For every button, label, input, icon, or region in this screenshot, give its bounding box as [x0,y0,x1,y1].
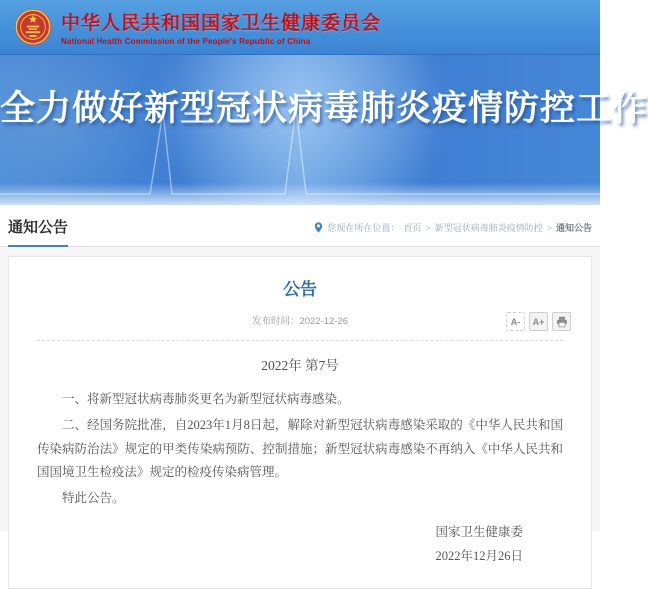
site-header [0,0,600,55]
article-tools [506,312,571,331]
national-emblem-icon [14,8,52,46]
printer-icon [556,316,568,328]
signature-org: 国家卫生健康委 [435,524,523,539]
document-number: 2022年 第7号 [261,358,339,373]
signature-block [37,521,563,569]
article-meta-row [37,312,563,332]
location-pin-icon [314,222,323,233]
site-title-cn: 中华人民共和国国家卫生健康委员会 [61,13,382,34]
article-paragraph: 特此公告。 [62,491,125,505]
content-area [0,247,600,589]
breadcrumb-home[interactable]: 首页 [403,223,422,233]
site-title-en: National Health Commission of the People's Republic of China [61,37,311,46]
dotted-separator [37,340,563,341]
signature-date: 2022年12月26日 [435,548,523,563]
section-title: 通知公告 [8,216,68,247]
breadcrumb-separator: > [425,222,431,233]
font-smaller-button[interactable]: A- [506,312,525,331]
article-title: 公告 [283,280,317,299]
breadcrumb [314,221,592,246]
breadcrumb-prefix: 您现在所在位置： [327,223,400,233]
publish-date: 2022-12-26 [299,316,349,327]
article-paragraph: 二、经国务院批准，自2023年1月8日起，解除对新型冠状病毒感染采取的《中华人民共和国传染病防治法》规定的甲类传染病预防、控制措施；新型冠状病毒感染不再纳入《中华人民共和国国境卫生检疫法》规定的检疫传染病管理。 [37,417,563,480]
banner-bottom-fade [0,183,600,205]
publish-time [37,312,563,332]
nav-row [0,205,600,247]
banner-slogan: 全力做好新型冠状病毒肺炎疫情防控工作 [0,89,648,128]
publish-label: 发布时间： [251,316,300,327]
article-body [37,388,563,511]
font-larger-button[interactable]: A+ [529,312,548,331]
article-panel [8,256,592,589]
article-paragraph: 一、将新型冠状病毒肺炎更名为新型冠状病毒感染。 [62,392,350,406]
campaign-banner [0,55,648,205]
print-button[interactable] [552,312,571,331]
breadcrumb-section[interactable]: 新型冠状病毒肺炎疫情防控 [434,223,543,233]
site-title-block [61,8,381,46]
breadcrumb-separator: > [546,222,552,233]
breadcrumb-current: 通知公告 [555,223,592,233]
